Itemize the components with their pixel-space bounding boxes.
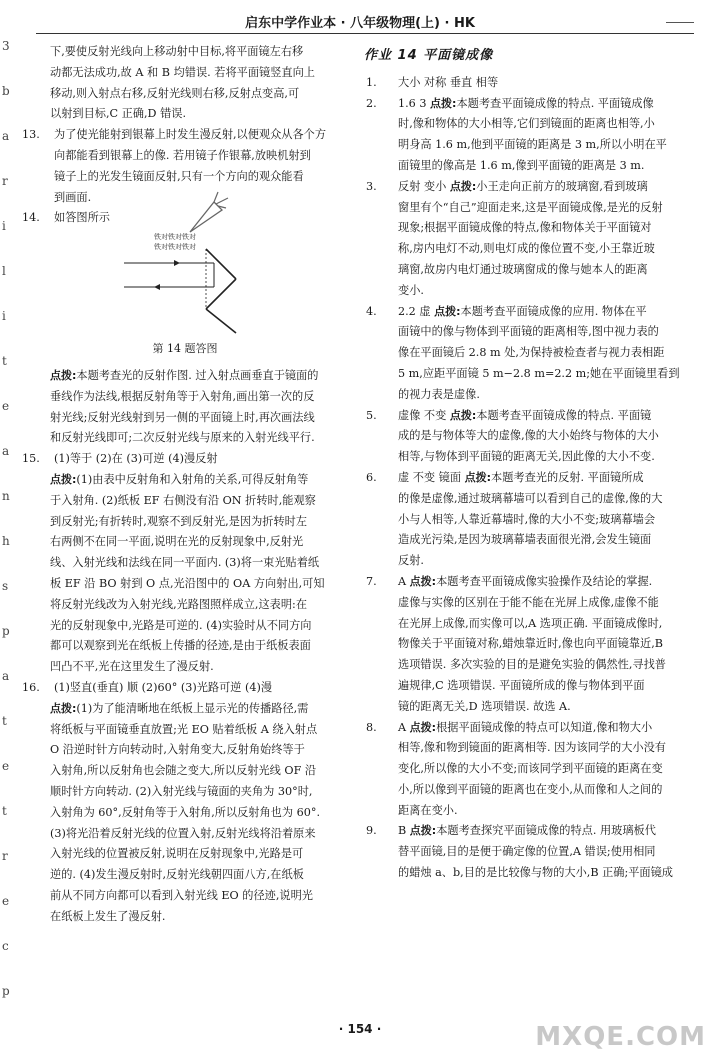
answer-line: 1.6 3 点拨:本题考查平面镜成像的特点. 平面镜成像: [398, 96, 654, 110]
edge-char: a: [2, 129, 10, 143]
question-16: [18, 678, 352, 699]
tip-line: 凹凸不平,光在这里发生了漫反射.: [50, 660, 214, 674]
edge-char: e: [2, 399, 10, 413]
edge-char: r: [2, 849, 8, 863]
tip-line: 时,像和物体的大小相等,它们到镜面的距离也相等,小: [398, 117, 655, 131]
edge-char: t: [2, 804, 7, 818]
question-15-answer: (1)等于 (2)在 (3)可逆 (4)漫反射: [54, 452, 218, 466]
question-number: 8.: [366, 720, 377, 734]
question-15: [18, 449, 352, 470]
figure-caption: 第 14 题答图: [152, 342, 218, 356]
answer-item: [362, 302, 702, 406]
tip-line: 选项错误. 多次实验的目的是避免实验的偶然性,寻找普: [398, 658, 666, 672]
answer-item: [362, 468, 702, 572]
tip-line: 入射角为 60°,反射角等于入射角,所以反射角也为 60°.: [50, 805, 321, 819]
tip-line: 的蜡烛 a、b,目的是比较像与物的大小,B 正确;平面镜成: [398, 866, 673, 880]
tip-line: 镜的距离无关,D 选项错误. 故选 A.: [398, 699, 571, 713]
tip-line: 面镜中的像与物体到平面镜的距离相等,图中视力表的: [398, 325, 659, 339]
tip-label: 点拨:: [449, 179, 477, 193]
text-line: 为了使光能射到银幕上时发生漫反射,以便观众从各个方: [54, 128, 327, 142]
tip-line: 变小.: [398, 283, 424, 297]
edge-char: i: [2, 219, 6, 233]
tip-line: 都可以观察到光在纸板上传播的径迹,是由于纸板表面: [50, 639, 311, 653]
tip-label: 点拨:: [409, 824, 437, 838]
answer-item: [362, 94, 702, 177]
answer-item: [362, 718, 702, 822]
tip-line: 垂线作为法线,根据反射角等于入射角,画出第一次的反: [50, 389, 315, 403]
tip-line: 逆的. (4)发生漫反射时,反射光线朝四面八方,在纸板: [50, 868, 304, 882]
text-line: 到画面.: [54, 190, 92, 204]
tip-label: 点拨:: [434, 304, 461, 318]
tip-line: 和反射光线即可;二次反射光线与原来的入射光线平行.: [50, 431, 315, 445]
text-line: 以射到目标,C 正确,D 错误.: [50, 107, 186, 121]
header-rule: [36, 33, 694, 34]
question-number: 14.: [22, 211, 40, 225]
tip-line: 成的是与物体等大的虚像,像的大小始终与物体的大小: [398, 429, 659, 443]
answer-item: [362, 572, 702, 718]
tip-line: (3)将光沿着反射光线的位置入射,反射光线将沿着原来: [50, 826, 316, 840]
tip-line: 像在平面镜后 2.8 m 处,为保持被检查者与视力表相距: [398, 346, 665, 360]
edge-char: r: [2, 174, 8, 188]
tip-line: 虚像与实像的区别在于能不能在光屏上成像,虚像不能: [398, 595, 659, 609]
edge-char: c: [2, 939, 9, 953]
edge-char: l: [2, 264, 6, 278]
tip-line: 入射角,所以反射角也会随之变大,所以反射光线 OF 沿: [50, 764, 317, 778]
answer-item: [362, 406, 702, 468]
edge-char: n: [2, 489, 10, 503]
question-number: 4.: [366, 304, 377, 318]
tip-label: 点拨:: [464, 470, 492, 484]
tip-line: 到反射光;有折转时,观察不到反射光,是因为折转时左: [50, 514, 308, 528]
tip-line: 射光线;反射光线射到另一侧的平面镜上时,再次画法线: [50, 410, 315, 424]
tip-line: 的像是虚像,通过玻璃幕墙可以看到自己的虚像,像的大: [398, 491, 663, 505]
tip-line: 替平面镜,目的是便于确定像的位置,A 错误;使用相同: [398, 845, 656, 859]
tip-line: 在光屏上成像,而实像可以,A 选项正确. 平面镜成像时,: [398, 616, 663, 630]
tip-line: 相等,像和物到镜面的距离相等. 因为该同学的大小没有: [398, 741, 666, 755]
answer-line: 虚 不变 镜面 点拨:本题考查光的反射. 平面镜所成: [398, 470, 644, 484]
answer-text: 反射 变小: [398, 179, 447, 193]
answer-line: A 点拨:本题考查平面镜成像实验操作及结论的掌握.: [398, 574, 653, 588]
tip-line: 板 EF 沿 BO 射到 O 点,光沿图中的 OA 方向射出,可知: [50, 576, 325, 590]
answer-body: [398, 468, 702, 572]
text-line: 移动,则入射点右移,反射光线则右移,反射点变高,可: [50, 86, 300, 100]
section-title: 作业 14 平面镜成像: [364, 48, 494, 63]
tip-label: 点拨:: [409, 720, 437, 734]
carrot-doodle: [184, 188, 230, 238]
tip-line: 小与人相等,人靠近幕墙时,像的大小不变;玻璃幕墙会: [398, 512, 656, 526]
reflected-arrow: [154, 284, 160, 290]
tip-label: 点拨:: [50, 701, 77, 715]
answer-line: A 点拨:根据平面镜成像的特点可以知道,像和物大小: [398, 720, 653, 734]
header-dash: [666, 22, 694, 23]
tip-line: 现象;根据平面镜成像的特点,像和物体关于平面镜对: [398, 221, 652, 235]
question-number: 7.: [366, 574, 377, 588]
answer-line: B 点拨:本题考查探究平面镜成像的特点. 用玻璃板代: [398, 824, 656, 838]
answer-line: 虚像 不变 点拨:本题考查平面镜成像的特点. 平面镜: [398, 408, 652, 422]
tip-label: 点拨:: [50, 368, 77, 382]
edge-char: h: [2, 534, 10, 548]
answer-text: 1.6 3: [398, 96, 427, 110]
tip-line: 前从不同方向都可以看到入射光线 EO 的径迹,说明光: [50, 888, 313, 902]
answer-text: 虚 不变 镜面: [398, 470, 462, 484]
tip-line: 入射光线的位置被反射,说明在反射现象中,光路是可: [50, 847, 304, 861]
tip-line: 遍规律,C 选项错误. 平面镜所成的像与物体到平面: [398, 678, 645, 692]
tip-line: 5 m,应距平面镜 5 m−2.8 m=2.2 m;她在平面镜里看到: [398, 366, 680, 380]
edge-char: a: [2, 669, 10, 683]
incident-arrow: [174, 260, 180, 266]
answer-line: 2.2 虚 点拨:本题考查平面镜成像的应用. 物体在平: [398, 304, 647, 318]
figure-label-2: 铁对铁对铁对: [154, 243, 196, 252]
tip-line: 窗里有个“自己”迎面走来,这是平面镜成像,是光的反射: [398, 200, 663, 214]
question-number: 6.: [366, 470, 377, 484]
answer-body: [398, 821, 702, 883]
right-column: [362, 42, 702, 884]
tip-line: 小,所以像到平面镜的距离也在变小,从而像和人之间的: [398, 782, 663, 796]
answer-body: [398, 406, 702, 468]
edge-char: e: [2, 894, 10, 908]
tip-line: 将纸板与平面镜垂直放置;光 EO 贴着纸板 A 绕入射点: [50, 722, 318, 736]
tip-line: 线、入射光线和法线在同一平面内. (3)将一束光贴着纸: [50, 556, 320, 570]
answer-item: [362, 73, 702, 94]
tip-line: 反射.: [398, 554, 424, 568]
tip-line: 右两侧不在同一平面,说明在光的反射现象中,反射光: [50, 535, 304, 549]
tip-line: 距离在变小.: [398, 803, 458, 817]
header-title: 启东中学作业本 · 八年级物理(上) · HK: [245, 16, 475, 31]
answer-body: [398, 302, 702, 406]
question-number: 1.: [366, 75, 377, 89]
question-14-tip: [18, 366, 352, 449]
question-number: 15.: [22, 452, 40, 466]
tip-line: 称,房内电灯不动,则电灯成的像位置不变,小王靠近玻: [398, 242, 655, 256]
question-16-tip: [18, 699, 352, 928]
tip-line: O 沿逆时针方向转动时,入射角变大,反射角始终等于: [50, 743, 305, 757]
answer-item: [362, 177, 702, 302]
tip-line: 顺时针方向转动. (2)入射光线与镜面的夹角为 30°时,: [50, 784, 313, 798]
text-line: 动都无法成功,故 A 和 B 均错误. 若将平面镜竖直向上: [50, 65, 315, 79]
tip-line: 明身高 1.6 m,他到平面镜的距离是 3 m,所以小明在平: [398, 138, 667, 152]
answer-text: B: [398, 824, 407, 838]
mirror-3: [206, 309, 236, 333]
question-15-tip: [18, 470, 352, 678]
question-16-answer: (1)竖直(垂直) 顺 (2)60° (3)光路可逆 (4)漫: [54, 680, 273, 694]
question-14-answer: 如答图所示: [54, 211, 110, 225]
text-line: 向都能看到银幕上的像. 若用镜子作银幕,放映机射到: [54, 148, 311, 162]
tip-line: 于入射角. (2)纸板 EF 右侧没有沿 ON 折转时,能观察: [50, 493, 316, 507]
page-header: [0, 0, 720, 34]
question-number: 13.: [22, 128, 40, 142]
answer-item: [362, 821, 702, 883]
tip-line: 在纸板上发生了漫反射.: [50, 909, 166, 923]
page-number: · 154 ·: [338, 1022, 382, 1036]
question-number: 5.: [366, 408, 377, 422]
tip-line: 的视力表是虚像.: [398, 387, 480, 401]
answer-line: 反射 变小 点拨:小王走向正前方的玻璃窗,看到玻璃: [398, 179, 648, 193]
answer-text: 2.2 虚: [398, 304, 431, 318]
edge-char: p: [2, 984, 10, 998]
watermark: MXQE.COM: [535, 1022, 706, 1052]
answer-text: 大小 对称 垂直 相等: [398, 75, 499, 89]
question-number: 2.: [366, 96, 377, 110]
tip-line: 相等,与物体到平面镜的距离无关,因此像的大小不变.: [398, 450, 655, 464]
mirror-2: [206, 279, 236, 309]
left-column: [18, 42, 352, 927]
tip-line: 将反射光线改为入射光线,光路图照样成立,这表明:在: [50, 597, 308, 611]
edge-char: i: [2, 309, 6, 323]
answer-body: [398, 73, 702, 94]
mirror-1: [206, 249, 236, 279]
edge-char: 3: [2, 39, 10, 53]
answer-text: A: [398, 574, 407, 588]
tip-line: 光的反射现象中,光路是可逆的. (4)实验时从不同方向: [50, 618, 312, 632]
text-line: 镜子上的光发生镜面反射,只有一个方向的观众能看: [54, 169, 304, 183]
edge-char: t: [2, 714, 7, 728]
tip-line: 面镜里的像高是 1.6 m,像到平面镜的距离是 3 m.: [398, 158, 645, 172]
tip-line: 点拨:本题考查光的反射作图. 过入射点画垂直于镜面的: [50, 368, 319, 382]
tip-line: 造成光污染,是因为玻璃幕墙表面很光滑,会发生镜面: [398, 533, 652, 547]
mirror-diagram: [114, 229, 264, 337]
answer-text: A: [398, 720, 407, 734]
question-number: 3.: [366, 179, 377, 193]
tip-line: 物像关于平面镜对称,蜡烛靠近时,像也向平面镜靠近,B: [398, 637, 664, 651]
answer-body: [398, 94, 702, 177]
question-number: 16.: [22, 680, 40, 694]
tip-line: 璃窗,故房内电灯通过玻璃窗成的像与她本人的距离: [398, 262, 648, 276]
answer-text: 虚像 不变: [398, 408, 447, 422]
tip-line: 点拨:(1)由表中反射角和入射角的关系,可得反射角等: [50, 472, 309, 486]
tip-line: 点拨:(1)为了能清晰地在纸板上显示光的传播路径,需: [50, 701, 309, 715]
answer-line: [398, 73, 702, 94]
text-line: 下,要使反射光线向上移动射中目标,将平面镜左右移: [50, 45, 304, 58]
edge-char: a: [2, 444, 10, 458]
answer-body: [398, 177, 702, 302]
answer-body: [398, 718, 702, 822]
edge-char: s: [2, 579, 9, 593]
answer-list: [362, 73, 702, 884]
edge-char: t: [2, 354, 7, 368]
tip-line: 变化,所以像的大小不变;而该同学到平面镜的距离在变: [398, 762, 663, 776]
edge-char: b: [2, 84, 10, 98]
tip-label: 点拨:: [50, 472, 77, 486]
tip-label: 点拨:: [430, 96, 457, 110]
tip-label: 点拨:: [449, 408, 477, 422]
continued-answer: [18, 42, 352, 125]
edge-char: p: [2, 624, 10, 638]
figure-14: [18, 229, 352, 337]
answer-body: [398, 572, 702, 718]
tip-label: 点拨:: [409, 574, 437, 588]
question-number: 9.: [366, 824, 377, 838]
figure-label-1: 铁对铁对铁对: [154, 233, 196, 242]
edge-char: e: [2, 759, 10, 773]
